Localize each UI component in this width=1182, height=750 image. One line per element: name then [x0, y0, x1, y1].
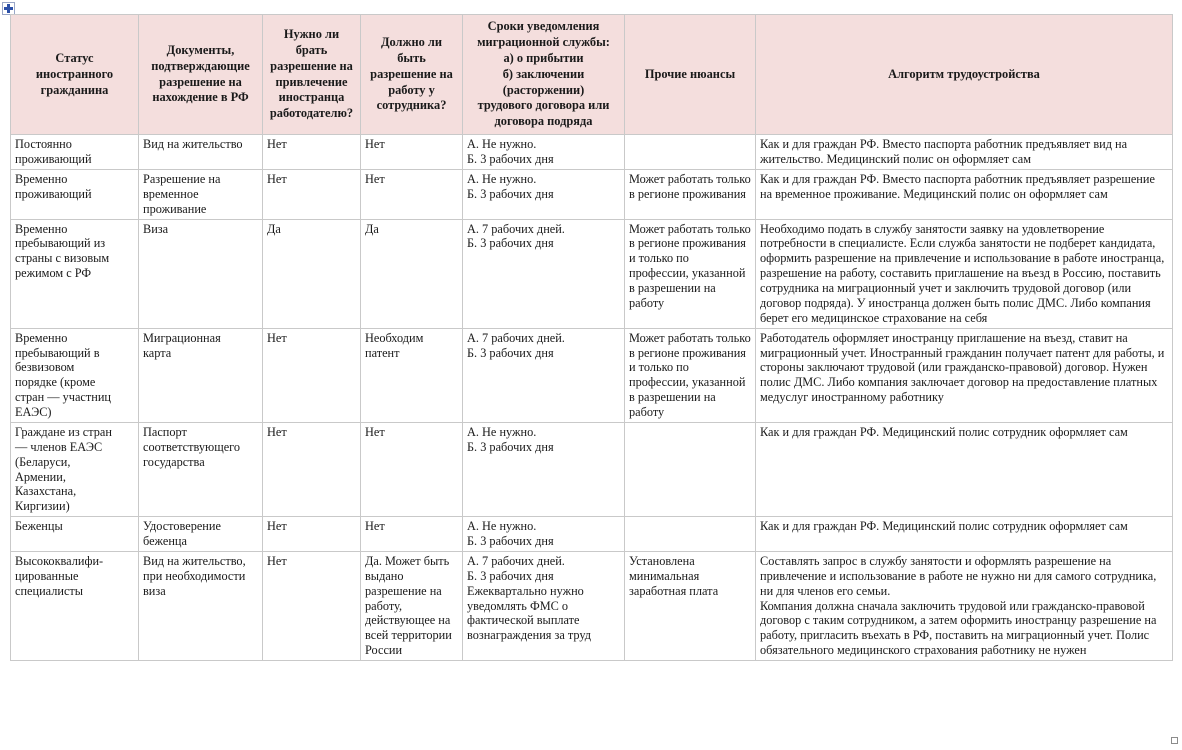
cell-status [11, 169, 139, 219]
cell-employer-permit-text: Нет [267, 424, 287, 439]
column-header-line: быть [397, 50, 426, 65]
cell-notice-terms [463, 517, 625, 552]
cell-employer-permit [263, 551, 361, 660]
cell-documents-text: карта [143, 345, 172, 360]
cell-status-text: цированные [15, 568, 79, 583]
cell-notice-terms-text: А. Не нужно. [467, 519, 537, 534]
cell-documents [139, 551, 263, 660]
cell-notice-terms-text: А. Не нужно. [467, 424, 537, 439]
table-row [11, 219, 1173, 328]
cell-status [11, 135, 139, 170]
cell-status-text: Временно [15, 330, 68, 345]
column-header-line: разрешение на [370, 66, 453, 81]
cell-notice-terms-text: Б. 3 рабочих дня [467, 152, 554, 166]
column-header-line: Сроки уведомления [487, 19, 600, 33]
cell-algorithm-text: Как и для граждан РФ. Вместо паспорта работник предъявляет вид на жительство. Медицинский полис он оформляет сам [760, 137, 1128, 166]
cell-documents-text: Удостоверение [143, 519, 221, 534]
cell-documents [139, 169, 263, 219]
cell-employer-permit-text: Нет [267, 137, 287, 152]
column-header-line: сотрудника? [376, 98, 447, 113]
cell-notice-terms [463, 422, 625, 516]
cell-documents [139, 135, 263, 170]
cell-status-text: Временно [15, 171, 68, 186]
cell-documents [139, 422, 263, 516]
cell-employee-permit-text: Да [365, 221, 379, 236]
move-cross-horizontal [4, 7, 13, 10]
cell-algorithm-text: Работодатель оформляет иностранцу приглашение на въезд, ставит на миграционный учет. Иностранный гражданин получает патент для работы, и стороны заключают трудовой (или гражданско-правовой) договор. Нужен полис ДМС. Либо компания заключает договор на предоставление платных медуслуг иностранному работнику [760, 330, 1165, 405]
cell-employer-permit-text: Да [267, 221, 281, 236]
column-header-line: разрешение на [159, 74, 242, 89]
column-header-line: трудового договора или [477, 98, 610, 113]
cell-notice-terms-text: А. 7 рабочих дней. [467, 553, 565, 568]
column-header-notice-terms [463, 15, 625, 135]
cell-employee-permit [361, 422, 463, 516]
cell-employee-permit [361, 169, 463, 219]
cell-algorithm [756, 551, 1173, 660]
cell-status-text: — членов ЕАЭС [15, 439, 103, 454]
cell-status-text: стран — участниц [15, 390, 111, 405]
column-header-algorithm [756, 15, 1173, 135]
cell-documents-text: государства [143, 454, 205, 469]
column-header-line: Прочие нюансы [644, 66, 736, 81]
cell-employee-permit-text: Нет [365, 519, 385, 534]
header-row [11, 15, 1173, 135]
cell-employee-permit [361, 551, 463, 660]
cell-employer-permit-text: Нет [267, 330, 287, 345]
cell-documents-text: Виза [143, 221, 169, 236]
cell-algorithm-text: Как и для граждан РФ. Медицинский полис сотрудник оформляет сам [760, 519, 1128, 534]
cell-status [11, 517, 139, 552]
cell-notice-terms-text: А. Не нужно. [467, 171, 537, 186]
cell-notice-terms-text: А. 7 рабочих дней. [467, 330, 565, 345]
column-header-line: Документы, [166, 42, 235, 57]
cell-status-text: проживающий [15, 152, 92, 166]
cell-documents-text: временное [143, 186, 199, 201]
cell-notice-terms-text: Б. 3 рабочих дня [467, 345, 554, 360]
cell-documents-text: Разрешение на [143, 171, 221, 186]
cell-status-text: Казахстана, [15, 484, 77, 499]
cell-other-nuances [625, 517, 756, 552]
cell-status-text: безвизовом [15, 360, 75, 375]
cell-other-nuances [625, 328, 756, 422]
column-header-line: б) заключении [502, 66, 585, 81]
cell-algorithm-text: Как и для граждан РФ. Вместо паспорта работник предъявляет разрешение на временное проживание. Медицинский полис он оформляет сам [760, 171, 1155, 201]
cell-status-text: Граждане из стран [15, 424, 112, 439]
table-row [11, 169, 1173, 219]
cell-employee-permit-text: Да. Может быть выдано разрешение на работу, действующее на всей территории России [365, 553, 452, 658]
cell-notice-terms [463, 551, 625, 660]
cell-documents [139, 328, 263, 422]
cell-documents-text: виза [143, 583, 166, 598]
cell-algorithm [756, 169, 1173, 219]
cell-documents-text: соответствующего [143, 439, 241, 454]
cell-status [11, 551, 139, 660]
cell-other-nuances-text: Установлена минимальная заработная плата [629, 553, 719, 598]
cell-employee-permit-text: Нет [365, 137, 385, 152]
cell-employer-permit [263, 328, 361, 422]
cell-notice-terms-text: Б. 3 рабочих дня [467, 186, 554, 201]
table-resize-handle-icon[interactable] [1171, 737, 1178, 744]
cell-employee-permit-text: Нет [365, 171, 385, 186]
cell-status [11, 328, 139, 422]
cell-documents-text: проживание [143, 201, 207, 216]
cell-status-text: режимом с РФ [15, 266, 92, 281]
column-header-employee-permit [361, 15, 463, 135]
cell-notice-terms-text: Б. 3 рабочих дня [467, 236, 554, 251]
foreign-citizen-employment-table [10, 14, 1173, 661]
cell-documents-text: Вид на жительство, [143, 553, 246, 568]
cell-employer-permit-text: Нет [267, 553, 287, 568]
cell-status-text: Армении, [15, 469, 66, 484]
column-header-line: привлечение [275, 74, 348, 89]
cell-notice-terms-text: Б. 3 рабочих дня [467, 534, 554, 548]
cell-algorithm [756, 517, 1173, 552]
cell-algorithm [756, 135, 1173, 170]
cell-notice-terms-text: Б. 3 рабочих дня [467, 439, 554, 454]
table-row [11, 551, 1173, 660]
cell-algorithm-text: Необходимо подать в службу занятости заявку на удовлетворение потребности в специалисте. Если служба занятости не подберет кандидата, оформить разрешение на привлечение и использование в работе иностранца, разрешение на работу, составить приглашение на въезд в Россию, поставить сотрудника на миграционный учет и заключить трудовой договор (или договор подряда). У иностранца должен быть полис ДМС. Либо компания берет его медицинское страхование на себя [760, 221, 1165, 325]
column-header-line: работу у [388, 82, 435, 97]
column-header-line: подтверждающие [151, 58, 250, 73]
cell-employee-permit [361, 135, 463, 170]
cell-other-nuances-text: Может работать только в регионе проживания и только по профессии, указанной в разрешении на работу [629, 221, 751, 310]
cell-status-text: Беженцы [15, 519, 63, 534]
table-row [11, 517, 1173, 552]
cell-employer-permit-text: Нет [267, 519, 287, 534]
column-header-line: договора подряда [494, 114, 593, 129]
column-header-employer-permit [263, 15, 361, 135]
cell-algorithm [756, 328, 1173, 422]
cell-documents-text: беженца [143, 534, 187, 548]
cell-status [11, 219, 139, 328]
cell-status-text: Постоянно [15, 137, 72, 152]
table-row [11, 422, 1173, 516]
cell-algorithm [756, 422, 1173, 516]
cell-employer-permit [263, 422, 361, 516]
cell-status-text: порядке (кроме [15, 375, 96, 390]
column-header-line: иностранца [278, 90, 345, 105]
table-container [10, 14, 1172, 661]
cell-status-text: пребывающий в [15, 345, 100, 360]
cell-notice-terms-text: Б. 3 рабочих дня [467, 568, 554, 583]
cell-documents-text: Паспорт [143, 424, 187, 439]
cell-status-text: (Беларуси, [15, 454, 71, 469]
cell-notice-terms-text: Ежеквартально нужно уведомлять ФМС о фактической выплате вознаграждения за труд [467, 583, 592, 643]
cell-status-text: специалисты [15, 583, 84, 598]
column-header-line: (расторжении) [502, 82, 585, 97]
cell-other-nuances-text: Может работать только в регионе проживания [629, 171, 751, 201]
cell-notice-terms [463, 219, 625, 328]
table-header [11, 15, 1173, 135]
cell-employee-permit-text: патент [365, 345, 400, 360]
column-header-line: Должно ли [380, 34, 442, 49]
cell-employer-permit [263, 219, 361, 328]
table-body [11, 135, 1173, 661]
cell-employer-permit [263, 135, 361, 170]
cell-status [11, 422, 139, 516]
cell-employee-permit-text: Нет [365, 424, 385, 439]
cell-documents [139, 219, 263, 328]
cell-algorithm [756, 219, 1173, 328]
cell-employee-permit [361, 219, 463, 328]
cell-status-text: страны с визовым [15, 251, 110, 266]
cell-employee-permit [361, 517, 463, 552]
cell-documents [139, 517, 263, 552]
column-header-line: а) о прибытии [503, 50, 584, 65]
cell-algorithm-text: Компания должна сначала заключить трудовой или гражданско-правовой договор с таким сотрудником, а затем оформить иностранцу разрешение на работу, пригласить въехать в РФ, поставить на миграционный учет. Полис обязательного медицинского страхования работнику не нужен [760, 598, 1157, 658]
column-header-line: миграционной службы: [477, 34, 610, 49]
column-header-status [11, 15, 139, 135]
column-header-line: Нужно ли [283, 26, 340, 41]
cell-notice-terms [463, 135, 625, 170]
column-header-line: гражданина [40, 82, 109, 97]
cell-algorithm-text: Составлять запрос в службу занятости и оформлять разрешение на привлечение и использование в работе не нужно ни для самого сотрудника, ни для членов его семьи. [760, 553, 1157, 598]
cell-other-nuances [625, 422, 756, 516]
cell-employer-permit [263, 169, 361, 219]
column-header-line: Алгоритм трудоустройства [888, 66, 1040, 81]
cell-other-nuances [625, 551, 756, 660]
table-row [11, 135, 1173, 170]
cell-notice-terms [463, 169, 625, 219]
cell-other-nuances [625, 219, 756, 328]
cell-employee-permit-text: Необходим [365, 330, 424, 345]
cell-documents-text: Вид на жительство [143, 137, 243, 152]
table-row [11, 328, 1173, 422]
column-header-line: работодателю? [269, 106, 354, 121]
column-header-line: иностранного [35, 66, 114, 81]
cell-employer-permit [263, 517, 361, 552]
column-header-line: Статус [55, 50, 94, 65]
cell-other-nuances [625, 169, 756, 219]
column-header-line: брать [295, 42, 328, 57]
cell-documents-text: Миграционная [143, 330, 221, 345]
column-header-other-nuances [625, 15, 756, 135]
cell-status-text: ЕАЭС) [15, 405, 52, 419]
column-header-line: разрешение на [270, 58, 353, 73]
cell-employer-permit-text: Нет [267, 171, 287, 186]
column-header-line: нахождение в РФ [152, 90, 249, 105]
column-header-documents [139, 15, 263, 135]
cell-employee-permit [361, 328, 463, 422]
cell-documents-text: при необходимости [143, 568, 246, 583]
cell-other-nuances-text: Может работать только в регионе проживания и только по профессии, указанной в разрешении на работу [629, 330, 751, 419]
cell-status-text: проживающий [15, 186, 92, 201]
cell-status-text: Временно [15, 221, 68, 236]
cell-notice-terms-text: А. 7 рабочих дней. [467, 221, 565, 236]
cell-notice-terms [463, 328, 625, 422]
cell-algorithm-text: Как и для граждан РФ. Медицинский полис сотрудник оформляет сам [760, 424, 1128, 439]
cell-notice-terms-text: А. Не нужно. [467, 137, 537, 152]
cell-status-text: пребывающий из [15, 236, 106, 251]
cell-status-text: Киргизии) [15, 499, 70, 514]
cell-other-nuances [625, 135, 756, 170]
cell-status-text: Высококвалифи- [15, 553, 104, 568]
